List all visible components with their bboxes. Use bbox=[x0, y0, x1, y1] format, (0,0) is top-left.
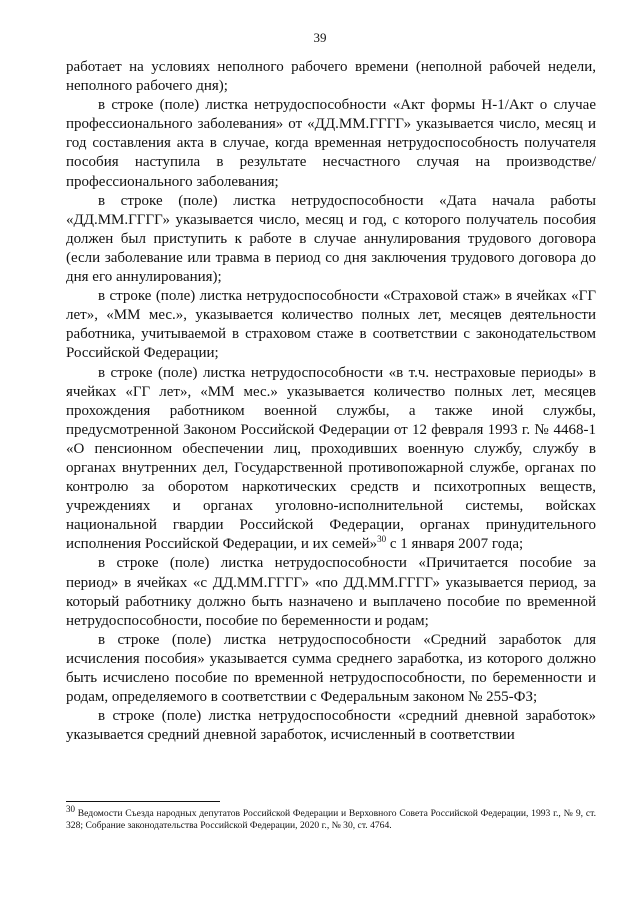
footnote-number: 30 bbox=[66, 803, 75, 814]
page-number: 39 bbox=[313, 30, 327, 45]
paragraph-6: в строке (поле) листка нетрудоспособности «Причитается пособие за период» в ячейках «с ДД.ММ.ГГГГ» «по ДД.ММ.ГГГГ» указывается период, за который работнику должно быть назначено и выплачено пособие по временной нетрудоспособности, пособие по беременности и родам; bbox=[66, 555, 596, 629]
paragraph-7: в строке (поле) листка нетрудоспособности «Средний заработок для исчисления пособия» указывается сумма среднего заработка, из которого должно быть исчислено пособие по временной нетрудоспособности, по беременности и родам, определяемого в соответствии с Федеральным законом № 255-ФЗ; bbox=[66, 631, 596, 706]
paragraph-2: в строке (поле) листка нетрудоспособности «Акт формы Н-1/Акт о случае профессионального заболевания» от «ДД.ММ.ГГГГ» указывается число, месяц и год составления акта в случае, когда временная нетрудоспособность получателя пособия наступила в результате несчастного случая на производстве/профессионального заболевания; bbox=[66, 97, 596, 190]
paragraph-4: в строке (поле) листка нетрудоспособности «Страховой стаж» в ячейках «ГГ лет», «ММ мес.», указывается количество полных лет, месяцев деятельности работника, учитываемой в страховом стаже в соответствии с законодательством Российской Федерации; bbox=[66, 288, 596, 362]
paragraph-5-tail: с 1 января 2007 года; bbox=[386, 536, 524, 553]
paragraph-5-text: в строке (поле) листка нетрудоспособности «в т.ч. нестраховые периоды» в ячейках «ГГ лет», «ММ мес.» указывается количество полных лет, месяцев прохождения работником военной службы, а также иной службы, предусмотренной Законом Российской Федерации от 12 февраля 1993 г. № 4468-1 «О пенсионном обеспечении лиц, проходивших военную службу, службу в органах внутренних дел, Государственной противопожарной службе, органах по контролю за оборотом наркотических средств и психотропных веществ, учреждениях и органах уголовно-исполнительной системы, войсках национальной гвардии Российской Федерации, органах принудительного исполнения Российской Федерации, и их семей» bbox=[66, 364, 596, 553]
paragraph-8: в строке (поле) листка нетрудоспособности «средний дневной заработок» указывается средний дневной заработок, исчисленный в соответствии bbox=[66, 708, 596, 744]
paragraph-1: работает на условиях неполного рабочего времени (неполной рабочей недели, неполного рабочего дня); bbox=[66, 59, 596, 95]
footnote-text: Ведомости Съезда народных депутатов Российской Федерации и Верховного Совета Российской Федерации, 1993 г., № 9, ст. 328; Собрание законодательства Российской Федерации, 2020 г., № 30, ст. 4764. bbox=[66, 808, 596, 831]
footnote-separator bbox=[66, 801, 220, 802]
document-body bbox=[66, 58, 596, 745]
paragraph-5 bbox=[66, 364, 596, 555]
footnote bbox=[66, 803, 596, 832]
footnote-ref: 30 bbox=[377, 534, 387, 545]
paragraph-3: в строке (поле) листка нетрудоспособности «Дата начала работы «ДД.ММ.ГГГГ» указывается число, месяц и год, с которого получатель пособия должен был приступить к работе в случае аннулирования трудового договора (если заболевание или травма в период со дня заключения трудового договора до дня его аннулирования); bbox=[66, 192, 596, 286]
